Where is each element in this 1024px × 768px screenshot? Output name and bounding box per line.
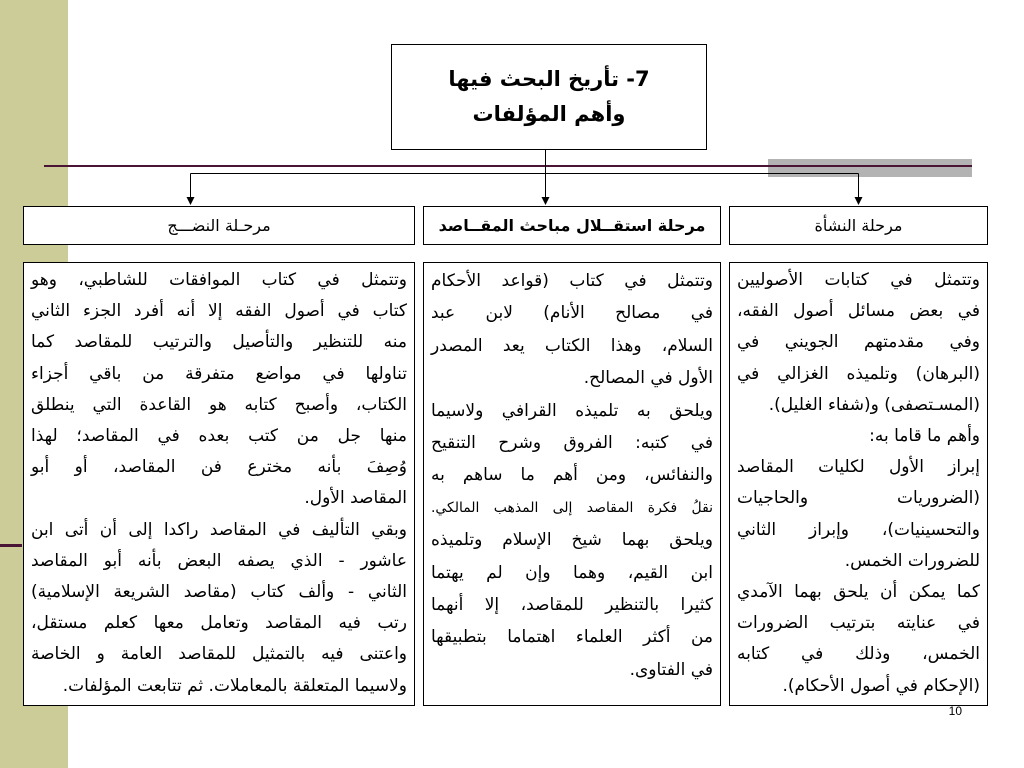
stage-maturity-text-line: وُصِفَ بأنه مخترع فن المقاصد، أو أبو	[31, 457, 407, 478]
stage-origin-text-line: (الضروريات والحاجيات	[737, 488, 980, 509]
stage-origin-text-line: للضرورات الخمس.	[844, 550, 980, 571]
slide-number: 10	[948, 704, 962, 718]
header-rule	[44, 165, 972, 167]
stage-origin-paragraph	[737, 421, 980, 452]
arrowhead-left	[187, 197, 195, 205]
stage-independence-text-line: في مصالح الأنام) لابن عبد	[431, 303, 713, 324]
stage-origin-paragraph	[737, 577, 980, 702]
stage-independence-paragraph	[431, 524, 713, 686]
stage-maturity-text-line: تناولها في مواضع متفرقة من باقي أجزاء	[31, 363, 407, 384]
stage-origin-text	[729, 262, 988, 706]
stage-origin-text-line: وأهم ما قاما به:	[869, 426, 980, 447]
stage-origin-text-line: والتحسينيات)، وإبراز الثاني	[737, 519, 980, 540]
side-accent-line	[0, 544, 22, 547]
stage-origin-text-line: (المسـتصفى) و(شفاء الغليل).	[768, 394, 980, 415]
slide-title-line: 7- تأريخ البحث فيها	[448, 67, 650, 91]
header-rule-band	[768, 159, 972, 177]
stage-independence-heading: مرحلة استقــلال مباحث المقــاصد	[423, 206, 721, 245]
stage-independence-paragraph	[431, 395, 713, 525]
stage-origin-text-line: (البرهان) وتلميذه الغزالي في	[737, 363, 980, 384]
stage-independence-text-line: وتتمثل في كتاب (قواعد الأحكام	[431, 271, 713, 291]
stage-independence-text-line: ويلحق بهما شيخ الإسلام وتلميذه	[431, 530, 713, 551]
stage-independence-text-line: الأول في المصالح.	[583, 368, 713, 389]
stage-maturity-text-line: وبقي التأليف في المقاصد راكدا إلى أن أتى ابن	[31, 519, 407, 540]
stage-independence-text-line: في كتبه: الفروق وشرح التنقيح	[431, 433, 713, 454]
stage-independence-text-line: في الفتاوى.	[629, 659, 713, 680]
stage-origin-paragraph	[737, 452, 980, 577]
stage-maturity-text-line: المقاصد الأول.	[304, 488, 407, 509]
stage-independence-text-line: والنفائس، ومن أهم ما ساهم به	[431, 465, 713, 486]
stage-maturity-heading: مرحـلة النضـــج	[23, 206, 415, 245]
stage-maturity-text	[23, 262, 415, 706]
slide-title-line: وأهم المؤلفات	[472, 102, 626, 126]
stage-maturity-text-line: عاشور - الذي يصفه البعض بأنه أبو المقاصد	[31, 550, 407, 571]
stage-independence-text-line: نقلُ فكرة المقاصد إلى المذهب المالكي.	[431, 499, 713, 516]
arrowhead-middle	[542, 197, 550, 205]
stage-origin-paragraph	[737, 265, 980, 421]
stage-independence-text-line: السلام، وهذا الكتاب يعد المصدر	[431, 335, 713, 356]
stage-origin-text-line: في عنايته بترتيب الضرورات	[737, 613, 980, 634]
stage-maturity-text-line: الكتاب، وأصبح كتابه هو القاعدة التي ينطلق	[31, 394, 407, 415]
stage-maturity-text-line: الثاني - وألف كتاب (مقاصد الشريعة الإسلامية)	[31, 582, 407, 603]
stage-origin-text-line: إبراز الأول لكليات المقاصد	[737, 457, 980, 478]
stage-maturity-text-line: منها جل من كتب بعده في المقاصد؛ لهذا	[31, 426, 407, 447]
title-box	[391, 44, 707, 150]
stage-maturity-text-line: منه للتنظير والتأصيل والترتيب للمقاصد كما	[31, 332, 407, 353]
stage-origin-text-line: الخمس، وذلك في كتابه	[737, 644, 980, 665]
stage-origin-text-line: في بعض مسائل أصول الفقه،	[737, 301, 980, 322]
stage-maturity-text-line: وتتمثل في كتاب الموافقات للشاطبي، وهو	[31, 270, 407, 290]
stage-origin-text-line: وتتمثل في كتابات الأصوليين	[737, 270, 980, 290]
stage-maturity-text-line: كتاب في أصول الفقه إلا أنه أفرد الجزء الثاني	[31, 301, 407, 322]
stage-independence-paragraph	[431, 265, 713, 395]
stage-maturity-text-line: رتب فيه المقاصد وتعامل معها كعلم مستقل،	[31, 613, 407, 634]
stage-independence-text-line: ويلحق به تلميذه القرافي ولاسيما	[431, 400, 713, 421]
stage-independence-text-line: ابن القيم، وهما وإن لم يهتما	[431, 562, 713, 583]
stage-independence-text-line: من أكثر العلماء اهتماما بتطبيقها	[431, 627, 713, 648]
stage-origin-heading: مرحلة النشأة	[729, 206, 988, 245]
stage-origin-text-line: وفي مقدمتهم الجويني في	[737, 332, 980, 353]
stage-maturity-text-line: واعتنى فيه بالتمثيل للمقاصد العامة و الخاصة	[31, 644, 407, 665]
stage-maturity-text-line: ولاسيما المتعلقة بالمعاملات. ثم تتابعت المؤلفات.	[62, 675, 407, 696]
stage-maturity-paragraph	[31, 265, 407, 515]
arrowhead-right	[855, 197, 863, 205]
stage-origin-text-line: (الإحكام في أصول الأحكام).	[782, 675, 980, 696]
stage-independence-text-line: كثيرا بالتنظير للمقاصد، إلا أنهما	[431, 595, 713, 616]
stage-independence-text	[423, 262, 721, 706]
stage-maturity-paragraph	[31, 515, 407, 702]
stage-origin-text-line: كما يمكن أن يلحق بهما الآمدي	[737, 582, 980, 603]
